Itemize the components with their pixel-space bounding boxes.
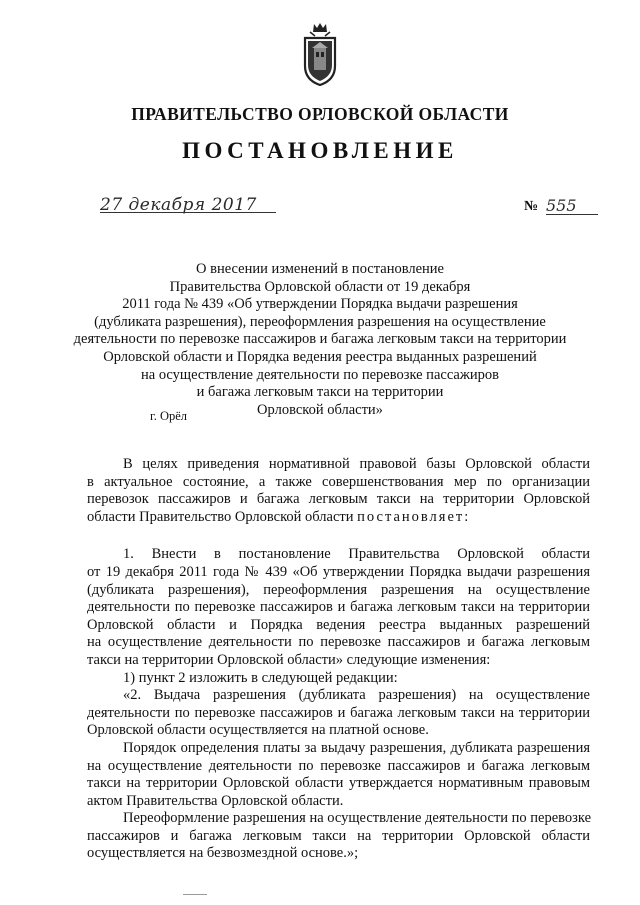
date-underline [100, 212, 276, 213]
text-line: пассажиров и багажа легковым такси на территории Орловской области [87, 827, 590, 844]
text-line: 1. Внести в постановление Правительства Орловской области [123, 546, 590, 563]
subject-line: 2011 года № 439 «Об утверждении Порядка выдачи разрешения [122, 296, 518, 313]
text-line: Порядок определения платы за выдачу разрешения, дубликата разрешения [123, 739, 590, 756]
number-underline [546, 214, 598, 215]
handwritten-number: 555 [546, 196, 577, 215]
text-line: (дубликата разрешения), переоформления разрешения на осуществление [87, 581, 590, 598]
document-subject [0, 261, 640, 419]
quote-paragraph-3 [87, 810, 590, 863]
quote-paragraph-2 [87, 740, 590, 810]
city-name: г. Орёл [150, 409, 188, 423]
subject-line: и багажа легковым такси на территории [196, 384, 444, 401]
number-sign: № [524, 199, 539, 214]
text-line: Переоформление разрешения на осуществление деятельности по перевозке [123, 810, 592, 827]
text-line: актом Правительства Орловской области. [87, 792, 344, 809]
document-type: ПОСТАНОВЛЕНИЕ [182, 138, 458, 163]
text-line: такси на территории Орловской области» следующие изменения: [87, 651, 491, 668]
document-number-field [524, 196, 604, 223]
text-line [87, 509, 590, 527]
scan-artifact [183, 894, 207, 895]
quote-paragraph-1 [87, 687, 590, 740]
text-line: перевозок пассажиров и багажа легковым такси на территории Орловской [87, 491, 590, 508]
text-line: Орловской области осуществляется на платной основе. [87, 722, 429, 739]
subject-line: Орловской области» [257, 401, 383, 418]
text-line: от 19 декабря 2011 года № 439 «Об утверждении Порядка выдачи разрешения [87, 563, 590, 580]
subject-line: Орловской области и Порядка ведения реестра выданных разрешений [103, 348, 537, 365]
text-line: В целях приведения нормативной правовой базы Орловской области [123, 456, 590, 472]
document-body [87, 456, 590, 863]
text-line: на осуществление деятельности по перевозке пассажиров и багажа легковым [87, 757, 590, 774]
subject-line: деятельности по перевозке пассажиров и багажа легковым такси на территории [73, 331, 567, 348]
handwritten-date: 27 декабря 2017 [100, 195, 257, 215]
resolves-word: постановляет: [357, 508, 471, 525]
preamble-paragraph [87, 456, 590, 526]
text-line: деятельности по перевозке пассажиров и багажа легковым такси на территории [87, 704, 590, 721]
government-title: ПРАВИТЕЛЬСТВО ОРЛОВСКОЙ ОБЛАСТИ [131, 104, 509, 124]
text-line: осуществляется на безвозмездной основе.»; [87, 845, 359, 862]
text-line: такси на территории Орловской области утверждается нормативным правовым [87, 775, 590, 792]
date-field [100, 195, 276, 423]
subitem-1-paragraph [87, 670, 590, 688]
text-line: на осуществление деятельности по перевозке пассажиров и багажа легковым [87, 634, 590, 651]
text-line: деятельности по перевозке пассажиров и багажа легковым такси на территории [87, 599, 590, 616]
subject-line: О внесении изменений в постановление [196, 261, 444, 277]
text-line: «2. Выдача разрешения (дубликата разрешения) на осуществление [123, 687, 590, 704]
text-line: 1) пункт 2 изложить в следующей редакции: [123, 669, 398, 686]
item-1-paragraph [87, 546, 590, 669]
text-line: Орловской области и Порядка ведения реестра выданных разрешений [87, 616, 590, 633]
text-line: в актуальное состояние, а также совершенствования мер по организации [87, 473, 590, 490]
subject-line: на осуществление деятельности по перевозке пассажиров [141, 366, 499, 383]
coat-of-arms-icon [300, 22, 340, 86]
preamble-last-text: области Правительство Орловской области [87, 508, 354, 525]
subject-line: Правительства Орловской области от 19 декабря [169, 278, 471, 295]
subject-line: (дубликата разрешения), переоформления разрешения на осуществление [94, 313, 546, 330]
